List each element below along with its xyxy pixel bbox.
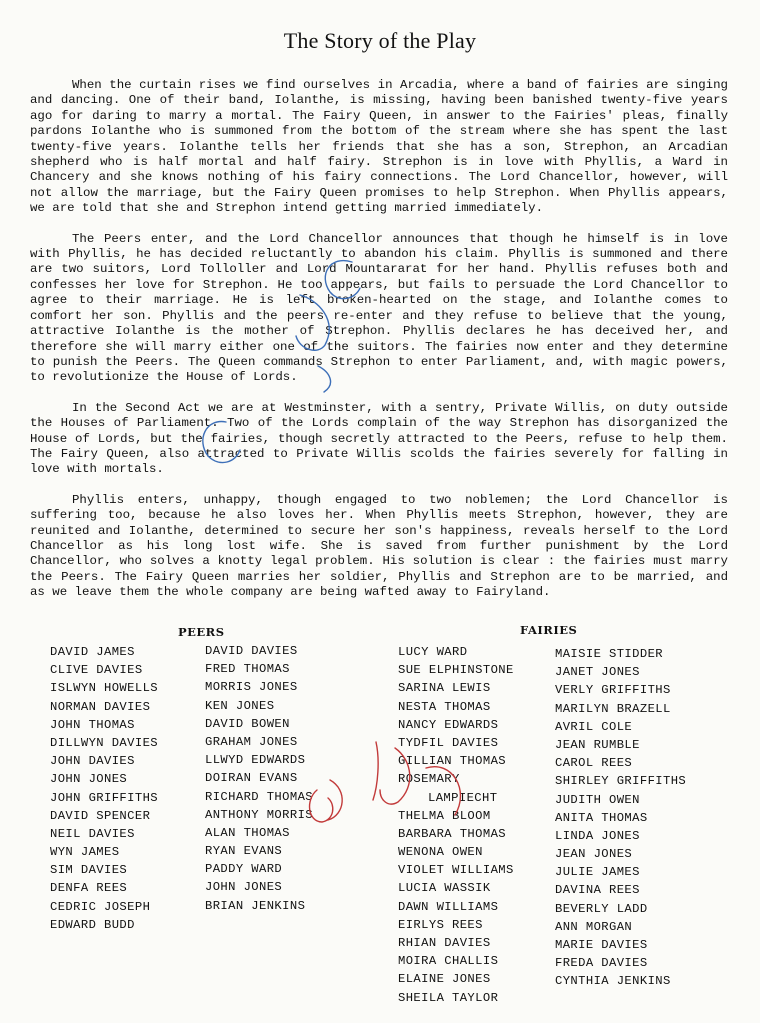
cast-name: PADDY WARD bbox=[205, 862, 283, 877]
peers-heading: PEERS bbox=[178, 625, 225, 639]
cast-name: CYNTHIA JENKINS bbox=[555, 974, 671, 989]
cast-name: SIM DAVIES bbox=[50, 863, 128, 878]
cast-name: DAVINA REES bbox=[555, 883, 640, 898]
cast-name: FRED THOMAS bbox=[205, 662, 290, 677]
cast-name: NEIL DAVIES bbox=[50, 826, 135, 841]
cast-name: AVRIL COLE bbox=[555, 719, 633, 734]
cast-name: SHEILA TAYLOR bbox=[398, 990, 499, 1005]
cast-name: DAVID DAVIES bbox=[205, 644, 298, 658]
cast-name: ANITA THOMAS bbox=[555, 810, 648, 825]
cast-name: KEN JONES bbox=[205, 698, 275, 713]
fairies-column-1 bbox=[398, 643, 514, 1007]
cast-name: LINDA JONES bbox=[555, 828, 640, 843]
story-text bbox=[30, 78, 728, 616]
cast-name: DAVID BOWEN bbox=[205, 716, 290, 731]
cast-name: LUCIA WASSIK bbox=[398, 881, 491, 896]
fairies-heading: FAIRIES bbox=[520, 623, 578, 637]
cast-name: VIOLET WILLIAMS bbox=[398, 863, 514, 878]
cast-name: JULIE JAMES bbox=[555, 865, 640, 880]
peers-column-1 bbox=[50, 643, 158, 934]
cast-name: BEVERLY LADD bbox=[555, 901, 648, 916]
cast-name: JOHN THOMAS bbox=[50, 717, 135, 732]
cast-name: VERLY GRIFFITHS bbox=[555, 683, 671, 698]
peers-column-2 bbox=[205, 642, 313, 915]
cast-name: NORMAN DAVIES bbox=[50, 699, 151, 714]
cast-name: DILLWYN DAVIES bbox=[50, 735, 158, 750]
cast-name: LLWYD EDWARDS bbox=[205, 753, 306, 768]
cast-name: EDWARD BUDD bbox=[50, 917, 135, 932]
cast-name: DAWN WILLIAMS bbox=[398, 899, 499, 914]
cast-name: JOHN JONES bbox=[50, 772, 128, 787]
cast-name: MORRIS JONES bbox=[205, 680, 298, 695]
cast-name: TYDFIL DAVIES bbox=[398, 735, 499, 750]
cast-name: MARIE DAVIES bbox=[555, 938, 648, 952]
cast-name: DAVID SPENCER bbox=[50, 808, 151, 823]
cast-name: NESTA THOMAS bbox=[398, 699, 491, 714]
cast-name: SUE ELPHINSTONE bbox=[398, 663, 514, 678]
cast-name: JEAN JONES bbox=[555, 847, 633, 862]
cast-name: MAISIE STIDDER bbox=[555, 647, 663, 661]
story-paragraph-4: Phyllis enters, unhappy, though engaged to two noblemen; the Lord Chancellor is suffering too, because he also loves her. When Phyllis meets Strephon, however, they are reunited and Iolanthe, determined to secure her son's happiness, reveals herself to the Lord Chancellor as his long lost wife. She is saved from further punishment by the Lord Chancellor, who solves a knotty legal problem. His solution is clear : the fairies must marry the Peers. The Fairy Queen marries her soldier, Phyllis and Strephon are to be married, and as we leave them the whole company are being wafted away to Fairyland. bbox=[30, 492, 728, 600]
cast-name: CLIVE DAVIES bbox=[50, 663, 143, 678]
cast-name: ELAINE JONES bbox=[398, 972, 491, 987]
cast-name: THELMA BLOOM bbox=[398, 808, 491, 823]
cast-name: DAVID JAMES bbox=[50, 645, 135, 659]
cast-name: JUDITH OWEN bbox=[555, 792, 640, 807]
cast-name: CEDRIC JOSEPH bbox=[50, 899, 151, 914]
cast-name: LAMPIECHT bbox=[428, 790, 498, 805]
cast-name: RYAN EVANS bbox=[205, 844, 283, 859]
cast-name: ANN MORGAN bbox=[555, 919, 633, 934]
cast-name: JOHN JONES bbox=[205, 880, 283, 895]
cast-name: RICHARD THOMAS bbox=[205, 789, 313, 804]
story-paragraph-1: When the curtain rises we find ourselves in Arcadia, where a band of fairies are singing and dancing. One of their band, Iolanthe, is missing, having been banished twenty-five years ago for daring to marry a mortal. The Fairy Queen, in answer to the Fairies' pleas, finally pardons Iolanthe who is summoned from the bottom of the stream where she has spent the last twenty-five years. Iolanthe tells her friends that she has a son, Strephon, an Arcadian shepherd who is half mortal and half fairy. Strephon is in love with Phyllis, a Ward in Chancery and she knows nothing of his fairy connections. The Lord Chancellor, however, will not allow the marriage, but the Fairy Queen promises to help Strephon. When Phyllis appears, we are told that she and Strephon intend getting married immediately. bbox=[30, 78, 728, 216]
cast-name: LUCY WARD bbox=[398, 645, 468, 659]
cast-name: CAROL REES bbox=[555, 756, 633, 771]
cast-name: NANCY EDWARDS bbox=[398, 717, 499, 732]
red-ink-mark-5 bbox=[328, 780, 342, 820]
cast-name: MOIRA CHALLIS bbox=[398, 954, 499, 969]
cast-name: JANET JONES bbox=[555, 665, 640, 680]
cast-name: JOHN DAVIES bbox=[50, 754, 135, 769]
cast-name: BRIAN JENKINS bbox=[205, 898, 306, 913]
cast-name: JEAN RUMBLE bbox=[555, 737, 640, 752]
cast-name: DENFA REES bbox=[50, 881, 128, 896]
cast-name: SARINA LEWIS bbox=[398, 681, 491, 696]
cast-name: JOHN GRIFFITHS bbox=[50, 790, 158, 805]
cast-name: SHIRLEY GRIFFITHS bbox=[555, 774, 687, 789]
cast-name: ROSEMARY bbox=[398, 772, 460, 787]
cast-name: EIRLYS REES bbox=[398, 917, 483, 932]
cast-name: RHIAN DAVIES bbox=[398, 936, 491, 950]
red-ink-mark-1 bbox=[373, 742, 378, 800]
cast-name: WYN JAMES bbox=[50, 845, 120, 860]
red-ink-mark-4 bbox=[310, 790, 333, 822]
cast-name: DOIRAN EVANS bbox=[205, 771, 298, 786]
cast-name: MARILYN BRAZELL bbox=[555, 701, 671, 716]
cast-name: FREDA DAVIES bbox=[555, 956, 648, 971]
story-paragraph-3: In the Second Act we are at Westminster, with a sentry, Private Willis, on duty outside the Houses of Parliament. Two of the Lords complain of the way Strephon has disorganized the House of Lords, but the fairies, though secretly attracted to the Peers, refuse to help them. The Fairy Queen, also attracted to Private Willis scolds the fairies severely for falling in love with mortals. bbox=[30, 400, 728, 477]
cast-name: ISLWYN HOWELLS bbox=[50, 681, 158, 696]
page-title: The Story of the Play bbox=[283, 28, 477, 53]
story-paragraph-2: The Peers enter, and the Lord Chancellor announces that though he himself is in love with Phyllis, he has decided reluctantly to abandon his claim. Phyllis is summoned and there are two suitors, Lord Tolloller and Lord Mountararat for her hand. Phyllis refuses both and confesses her love for Strephon. He too appears, but fails to persuade the Lord Chancellor to agree to their marriage. He is left broken-hearted on the stage, and Iolanthe comes to comfort her son. Phyllis and the peers re-enter and they refuse to believe that the young, attractive Iolanthe is the mother of Strephon. Phyllis declares he has deceived her, and therefore she will marry either one of the suitors. The fairies now enter and they determine to punish the Peers. The Queen commands Strephon to enter Parliament, and, with magic powers, to revolutionize the House of Lords. bbox=[30, 231, 728, 385]
cast-name: ANTHONY MORRIS bbox=[205, 807, 313, 822]
cast-name: WENONA OWEN bbox=[398, 845, 483, 860]
cast-name: GRAHAM JONES bbox=[205, 734, 298, 749]
fairies-column-2 bbox=[555, 645, 686, 991]
cast-name: GILLIAN THOMAS bbox=[398, 754, 506, 769]
cast-name: BARBARA THOMAS bbox=[398, 826, 506, 841]
cast-name: ALAN THOMAS bbox=[205, 825, 290, 840]
